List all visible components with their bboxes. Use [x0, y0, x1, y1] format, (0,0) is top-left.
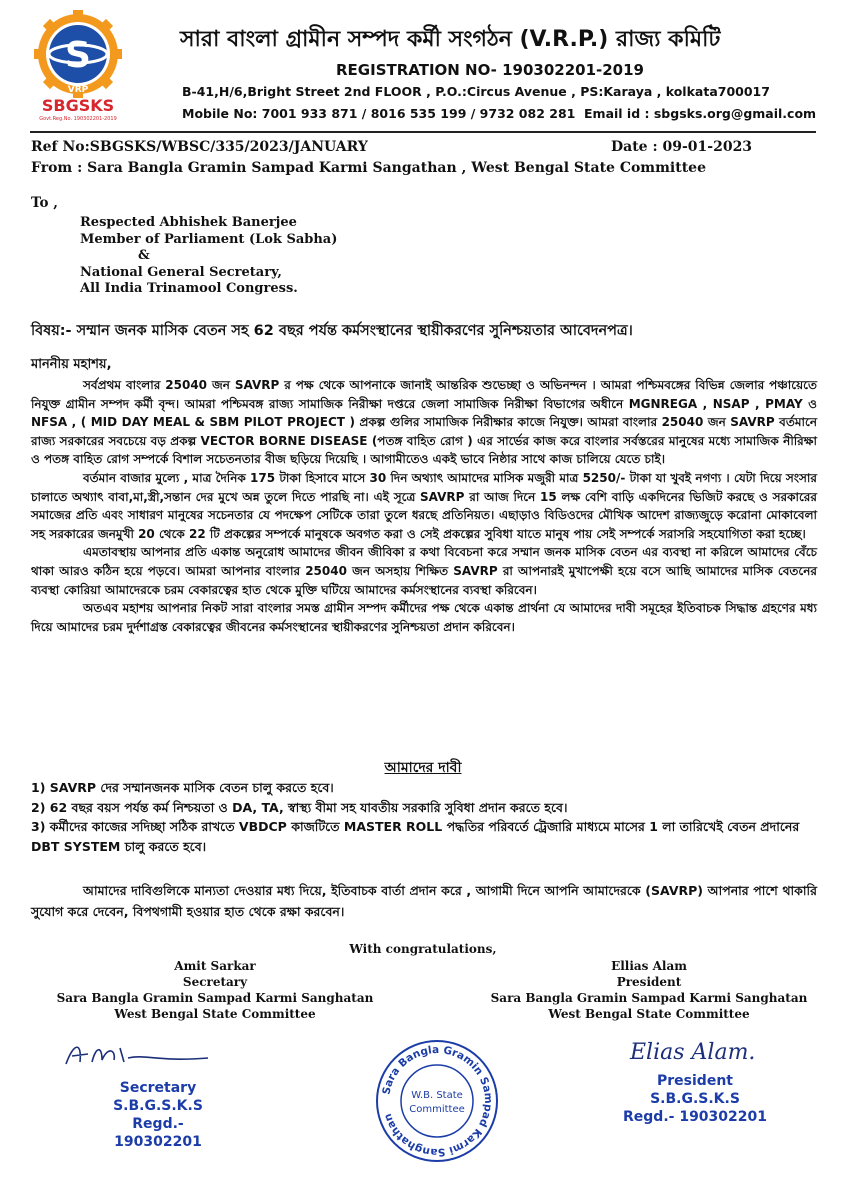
secretary-signatory-block: [50, 958, 380, 1022]
president-stamp: [620, 1072, 770, 1126]
congratulations-line: With congratulations,: [349, 942, 497, 956]
header-divider: [30, 131, 816, 133]
president-signature: Elias Alam.: [630, 1040, 756, 1065]
secretary-stamp-org: S.B.G.S.K.S: [113, 1098, 203, 1114]
logo-ring-text: VRP: [67, 85, 89, 95]
recipient-line: &: [138, 248, 150, 263]
demand-item: 3) কর্মীদের কাজের সদিচ্ছা সঠিক রাখতে VBDCP কাজটিতে MASTER ROLL পদ্ধতির পরিবর্তে ট্রেজারি মাধ্যমে মাসের 1 লা তারিখেই বেতন প্রদানের DBT SYSTEM চালু করতে হবে।: [31, 819, 800, 854]
president-signatory-block: [484, 958, 814, 1022]
demands-heading: [0, 756, 846, 780]
president-name: Ellias Alam: [611, 959, 687, 973]
recipient-block: [80, 215, 337, 298]
secretary-stamp-regd: Regd.- 190302201: [114, 1116, 202, 1150]
secretary-stamp-role: Secretary: [119, 1080, 197, 1096]
president-role: President: [616, 975, 682, 989]
body-paragraph: অতএব মহাশয় আপনার নিকট সারা বাংলার সমস্ত গ্রামীন সম্পদ কর্মীদের পক্ষ থেকে একান্ত প্রার্থনা যে আমাদের দাবী সমূহের ইতিবাচক সিদ্ধান্ত গ্রহণের মধ্য দিয়ে আমাদের চরম দুর্দশাগ্রস্ত বেকারত্বের জীবনের কর্মসংস্থানের স্থায়ীকরণের সুনিশ্চয়তা প্রদান করিবেন।: [31, 601, 817, 634]
president-stamp-role: President: [657, 1073, 733, 1089]
logo-graphic: [18, 8, 138, 123]
letter-date: Date : 09-01-2023: [611, 139, 753, 155]
president-stamp-org: S.B.G.S.K.S: [650, 1091, 740, 1107]
logo-reg-sub: Govt.Reg.No. 190302201-2019: [39, 116, 117, 122]
organization-logo: [18, 8, 138, 123]
registration-number: REGISTRATION NO- 190302201-2019: [336, 61, 644, 79]
salutation: মাননীয় মহাশয়,: [31, 357, 112, 372]
svg-text:Sara Bangla Gramin Sampad Karm: [380, 1044, 494, 1158]
body-paragraph: সর্বপ্রথম বাংলার 25040 জন SAVRP র পক্ষ থেকে আপনাকে জানাই আন্তরিক শুভেচ্ছা ও অভিনন্দন । আমরা পশ্চিমবঙ্গের বিভিন্ন জেলার পঞ্চায়েতে নিযুক্ত গ্রামীন সম্পদ কর্মী বৃন্দ। আমরা পশ্চিমবঙ্গ রাজ্য সামাজিক নিরীক্ষা দপ্তরে জেলা সামাজিক নিরীক্ষা বিভাগের অধীনে MGNREGA , NSAP , PMAY ও NFSA , ( MID DAY MEAL & SBM PILOT PROJECT ) প্রকল্প গুলির সামাজিক নিরীক্ষার কাজে নিযুক্ত। আমরা বাংলার 25040 জন SAVRP বর্তমানে রাজ্য সরকারের সবচেয়ে বড় প্রকল্প VECTOR BORNE DISEASE (পতঙ্গ বাহিত রোগ ) এর সার্ভের কাজ করে বাংলার সর্বস্তরের মানুষের মধ্যে সামাজিক নীরিক্ষা ও পতঙ্গ বাহিত রোগ সম্পর্কে বিশাল সচেতনতার বীজ ছড়িয়ে দিয়েছি । আগামীতেও একই ভাবে নিষ্ঠার সাথে কাজ চালিয়ে যেতে চাই।: [31, 378, 817, 467]
secretary-stamp: [88, 1079, 228, 1151]
mobile-numbers: Mobile No: 7001 933 871 / 8016 535 199 / 9732 082 281: [182, 106, 576, 121]
organization-address: B-41,H/6,Bright Street 2nd FLOOR , P.O.:Circus Avenue , PS:Karaya , kolkata700017: [182, 84, 770, 99]
reference-number: Ref No:SBGSKS/WBSC/335/2023/JANUARY: [31, 139, 368, 155]
secretary-role: Secretary: [182, 975, 248, 989]
demand-item: 1) SAVRP দের সম্মানজনক মাসিক বেতন চালু করতে হবে।: [31, 780, 334, 795]
letter-body: [31, 376, 817, 636]
secretary-signature: [58, 1036, 218, 1076]
logo-letter: S: [65, 35, 91, 76]
contact-line: [182, 106, 817, 121]
president-stamp-regd: Regd.- 190302201: [623, 1109, 767, 1125]
demands-list: [31, 778, 817, 856]
president-org: Sara Bangla Gramin Sampad Karmi Sanghatan: [490, 991, 808, 1005]
email-address[interactable]: Email id : sbgsks.org@gmail.com: [584, 106, 817, 121]
seal-graphic: [372, 1036, 502, 1166]
logo-short-name: SBGSKS: [41, 96, 115, 115]
from-line: From : Sara Bangla Gramin Sampad Karmi Sangathan , West Bengal State Committee: [31, 160, 706, 176]
organization-seal: [372, 1036, 502, 1166]
signature-scribble: [58, 1036, 218, 1076]
recipient-line: Respected Abhishek Banerjee: [80, 215, 297, 230]
body-paragraph: বর্তমান বাজার মুল্যে , মাত্র দৈনিক 175 টাকা হিসাবে মাসে 30 দিন অথ্যাৎ আমাদের মাসিক মজুরী মাত্র 5250/- টাকা যা খুবই নগণ্য । যেটা দিয়ে সংসার চালাতে অথ্যাৎ বাবা,মা,স্ত্রী,সন্তান দের মুখে অন্ন তুলে দিতে পারছি না। এই সূত্রে SAVRP রা আজ দিনে 15 লক্ষ বেশি বাড়ি একদিনের ভিজিট করছে ও সরকারের সমাজের প্রতি এবং সাধারণ মানুষের সচেনতার যে পদক্ষেপ সেটিকে তারা তুলে ধরছে প্রতিনিয়ত। এছাড়াও বিডিওদের মৌখিক আদেশ রাজ্যজুড়ে করোনা মোকাবেলা সহ সরকারের জনমুখী 20 থেকে 22 টি প্রকল্পের সম্পর্কে মানুষকে অবগত করা ও সেই প্রকল্পের সুবিধা যাতে মানুষ পায় সেই সম্পর্কে সরাসরি সহযোগিতা করা হচ্ছে।: [31, 470, 817, 541]
seal-center-line1: W.B. State: [411, 1090, 463, 1101]
recipient-line: Member of Parliament (Lok Sabha): [80, 231, 338, 247]
seal-ring-text: Sara Bangla Gramin Sampad Karmi Sanghathan: [380, 1043, 495, 1159]
closing-paragraph: আমাদের দাবিগুলিকে মান্যতা দেওয়ার মধ্য দিয়ে, ইতিবাচক বার্তা প্রদান করে , আগামী দিনে আপনি আমাদেরকে (SAVRP) আপনার পাশে থাকারি সুযোগ করে দেবেন, বিপথগামী হওয়ার হাত থেকে রক্ষা করবেন।: [31, 883, 817, 919]
recipient-line: All India Trinamool Congress.: [80, 281, 298, 296]
demand-item: 2) 62 বছর বয়স পর্যন্ত কর্ম নিশ্চয়তা ও DA, TA, স্বাস্থ্য বীমা সহ যাবতীয় সরকারি সুবিধা প্রদান করতে হবে।: [31, 799, 568, 815]
to-label: To ,: [31, 195, 58, 211]
letter-subject: বিষয়:- সম্মান জনক মাসিক বেতন সহ 62 বছর পর্যন্ত কর্মসংস্থানের স্থায়ীকরণের সুনিশ্চয়তার আবেদনপত্র।: [31, 323, 633, 339]
organization-name: সারা বাংলা গ্রামীন সম্পদ কর্মী সংগঠন (V.R.P.) রাজ্য কমিটি: [180, 27, 721, 52]
secretary-committee: West Bengal State Committee: [114, 1007, 316, 1021]
secretary-name: Amit Sarkar: [174, 959, 256, 973]
recipient-line: National General Secretary,: [80, 264, 282, 280]
secretary-org: Sara Bangla Gramin Sampad Karmi Sanghatan: [56, 991, 374, 1005]
body-paragraph: এমতাবস্থায় আপনার প্রতি একান্ত অনুরোধ আমাদের জীবন জীবিকা র কথা বিবেচনা করে সম্মান জনক মাসিক বেতন এর ব্যবস্থা না করিলে আমাদের বেঁচে থাকা আরও কঠিন হয়ে পড়বে। আমরা আপনার বাংলার 25040 জন অসহায় শিক্ষিত SAVRP রা আপনারই মুখাপেক্ষী হয়ে বসে আছি আমাদের মাসিক বেতনের ব্যবস্থা কোরিয়া আমাদেরকে চরম বেকারত্বের হাত থেকে মুক্তি ঘটিয়ে আমাদের কর্মসংস্থানের ব্যবস্থা করিবেন।: [31, 545, 817, 597]
president-committee: West Bengal State Committee: [548, 1007, 750, 1021]
seal-center-line2: Committee: [409, 1104, 465, 1115]
demands-heading-text: আমাদের দাবী: [384, 760, 462, 776]
